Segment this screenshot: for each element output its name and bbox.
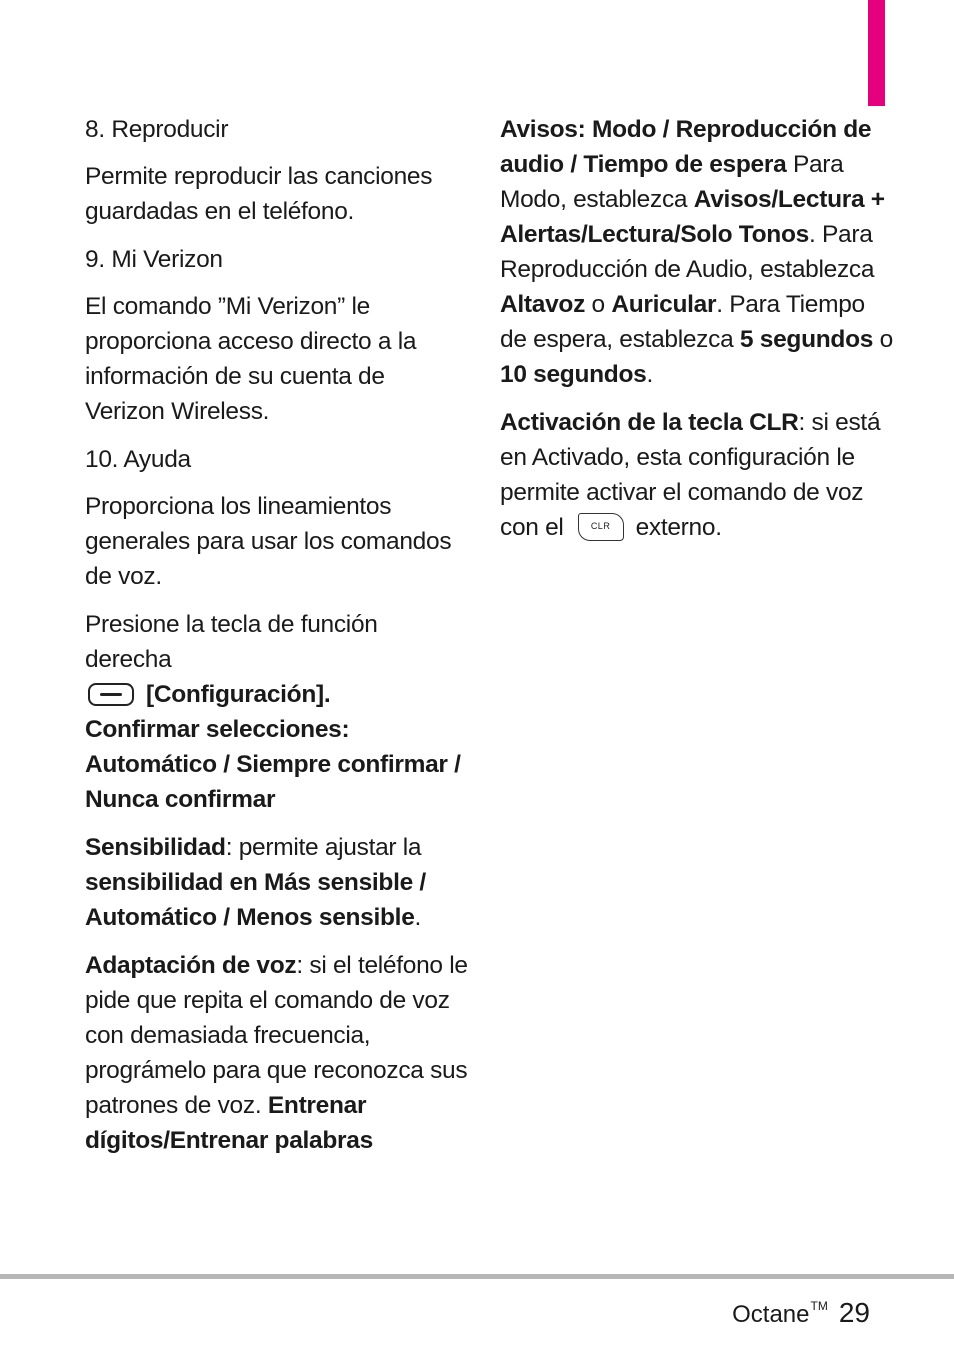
paragraph-sensibilidad: Sensibilidad: permite ajustar la sensibilidad en Más sensible / Automático / Menos sensible. (85, 834, 426, 931)
heading-mi-verizon: 9. Mi Verizon (85, 246, 223, 273)
paragraph-tecla-clr: Activación de la tecla CLR: si está en Activado, esta configuración le permite activar el comando de voz con el CLR externo. (500, 409, 881, 541)
options-sensibilidad: sensibilidad en Más sensible / Automático / Menos sensible (85, 869, 426, 931)
text-mi-verizon: El comando ”Mi Verizon” le proporciona acceso directo a la información de su cuenta de Verizon Wireless. (85, 293, 417, 425)
page-footer (732, 1290, 870, 1331)
heading-reproducir: 8. Reproducir (85, 116, 229, 143)
heading-ayuda: 10. Ayuda (85, 446, 191, 473)
text-tecla-clr: : si está en Activado, esta configuración le permite activar el comando de voz con el (500, 409, 881, 541)
options-adaptacion-voz: Entrenar dígitos/Entrenar palabras (85, 1092, 373, 1154)
brand-name: Octane (732, 1301, 810, 1328)
label-adaptacion-voz: Adaptación de voz (85, 952, 297, 979)
label-avisos: Avisos: Modo / Reproducción de audio / Tiempo de espera (500, 116, 872, 178)
label-tecla-clr: Activación de la tecla CLR (500, 409, 799, 436)
paragraph-adaptacion-voz (85, 948, 470, 1158)
footer-rule (0, 1274, 954, 1279)
right-soft-key-icon (88, 683, 134, 706)
text-reproducir: Permite reproducir las canciones guardadas en el teléfono. (85, 163, 433, 225)
label-configuracion: [Configuración]. (146, 681, 331, 708)
label-sensibilidad: Sensibilidad (85, 834, 226, 861)
page-number: 29 (838, 1297, 870, 1328)
section-tab-marker (868, 0, 885, 106)
text-ayuda: Proporciona los lineamientos generales para usar los comandos de voz. (85, 493, 452, 590)
text-press-key: Presione la tecla de función derecha (85, 611, 378, 673)
heading-confirmar-selecciones: Confirmar selecciones: Automático / Siempre confirmar / Nunca confirmar (85, 716, 461, 813)
left-column (85, 112, 470, 1171)
text-sensibilidad: : permite ajustar la (225, 834, 422, 861)
paragraph-press-key (85, 607, 470, 712)
paragraph-avisos: Avisos: Modo / Reproducción de audio / Tiempo de espera Para Modo, establezca Avisos/Lectura + Alertas/Lectura/Solo Tonos. Para Reproducción de Audio, establezca Altavoz o Auricular. Para Tiempo de espera, establezca 5 segundos o 10 segundos. (500, 116, 893, 388)
right-column (500, 112, 895, 558)
clr-key-icon: CLR (578, 513, 624, 541)
text-adaptacion-voz: : si el teléfono le pide que repita el comando de voz con demasiada frecuencia, prográmelo para que reconozca sus patrones de voz. (85, 952, 468, 1119)
trademark-mark: TM (810, 1299, 828, 1313)
